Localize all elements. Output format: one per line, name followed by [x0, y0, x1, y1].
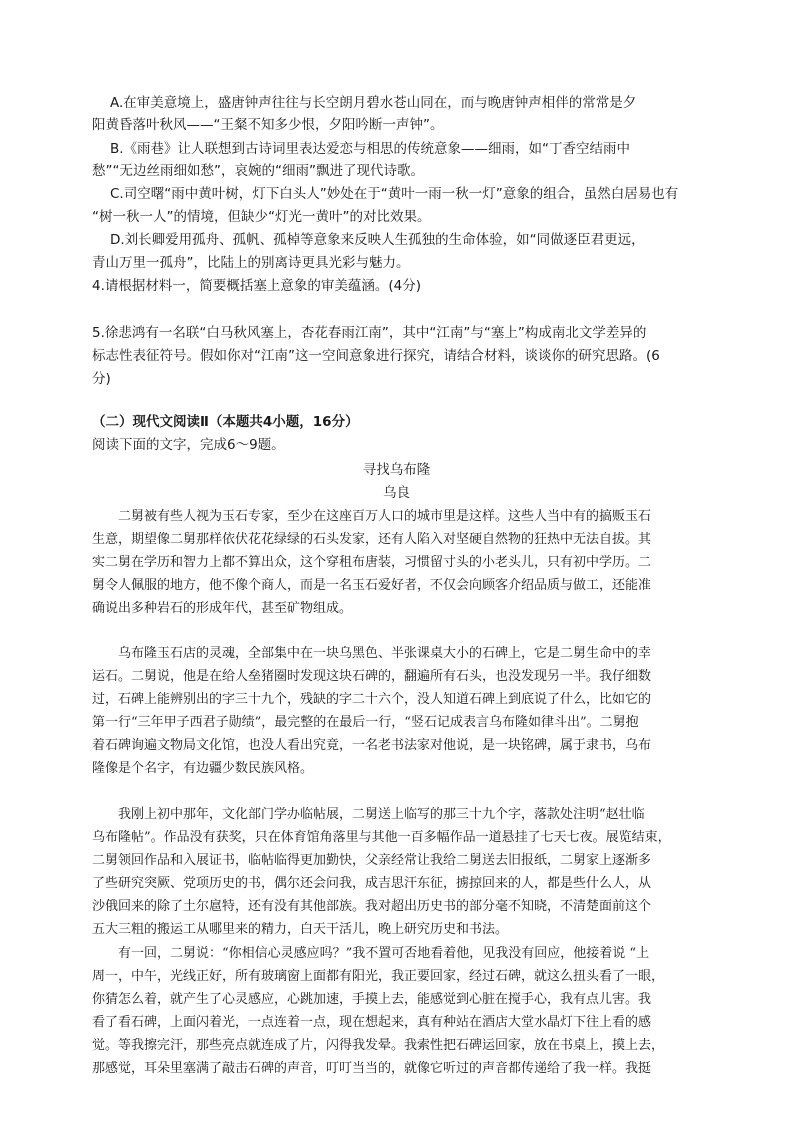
article-line: 有一回，二舅说：“你相信心灵感应吗？”我不置可否地看着他，见我没有回应，他接着说 “上 [118, 946, 650, 961]
article-line: 你猜怎么着，就产生了心灵感应，心跳加速，手摸上去，能感觉到心脏在搅手心，我有点儿害。我 [92, 992, 652, 1007]
article-line: 着石碑询遍文物局文化馆，也没人看出究竟，一名老书法家对他说，是一块铭碑，属于隶书，乌布 [92, 738, 652, 753]
option-c-line-2: “树一秋一人”的情境，但缺少“灯光一黄叶”的对比效果。 [92, 209, 431, 225]
article-line: 过，石碑上能辨别出的字三十九个，残缺的字二十六个，没人知道石碑上到底说了什么，比如它的 [92, 692, 652, 707]
option-b-line-1: B.《雨巷》让人联想到古诗词里表达爱恋与相思的传统意象——细雨，如“丁香空结雨中 [110, 141, 631, 157]
option-a-line-2: 阳黄昏落叶秋风——“王粲不知多少恨，夕阳吟断一声钟”。 [92, 117, 444, 133]
article-line: 运石。二舅说，他是在给人垒猪圈时发现这块石碑的，翻遍所有石头，也没发现另一半。我仔细数 [92, 669, 652, 684]
option-a-line-1: A.在审美意境上，盛唐钟声往往与长空朗月碧水苍山同在，而与晚唐钟声相伴的常常是夕 [110, 95, 637, 111]
article-line: 实二舅在学历和智力上都不算出众，这个穿租布唐装，习惯留寸头的小老头儿，只有初中学历。二 [92, 555, 652, 570]
article-line: 了些研究突厥、党项历史的书，偶尔还会问我，成吉思汗东征，掳掠回来的人，都是些什么人，从 [92, 876, 652, 891]
question-4: 4.请根据材料一，简要概括塞上意象的审美蕴涵。(4分) [92, 278, 422, 294]
article-line: 周一，中午，光线正好，所有玻璃窗上面都有阳光，我正要回家，经过石碑，就这么扭头看了一眼， [92, 969, 665, 984]
article-line: 我刚上初中那年，文化部门学办临帖展，二舅送上临写的那三十九个字，落款处注明“赵壮临 [118, 807, 645, 822]
option-d-line-1: D.刘长卿爱用孤舟、孤帆、孤棹等意象来反映人生孤独的生命体验，如“同做逐臣君更远， [110, 232, 645, 248]
article-line: 那感觉，耳朵里塞满了敲击石碑的声音，叮叮当当的，就像它听过的声音都传递给了我一样。我挺 [92, 1061, 652, 1076]
article-line: 乌布隆玉石店的灵魂，全部集中在一块乌黑色、半张课桌大小的石碑上，它是二舅生命中的幸 [118, 646, 652, 661]
option-b-line-2: 愁”“无边丝雨细如愁”，哀婉的“细雨”飘进了现代诗歌。 [92, 163, 424, 179]
question-5-line-3: 分) [92, 371, 111, 387]
article-line: 隆像是个名字，有边疆少数民族风格。 [92, 761, 314, 776]
option-d-line-2: 青山万里一孤舟”，比陆上的别离诗更具光彩与魅力。 [92, 255, 410, 271]
article-line: 乌布隆帖”。作品没有获奖，只在体育馆角落里与其他一百多幅作品一道悬挂了七天七夜。展览结束， [92, 830, 671, 845]
article-line: 舅令人佩服的地方，他不像个商人，而是一名玉石爱好者，不仅会向顾客介绍品质与做工，还能准 [92, 578, 652, 593]
article-line: 看了看石碑，上面闪着光，一点连着一点，现在想起来，真有种站在酒店大堂水晶灯下往上看的感 [92, 1015, 652, 1030]
article-line: 二舅领回作品和入展证书，临帖临得更加勤快，父亲经常让我给二舅送去旧报纸，二舅家上逐渐多 [92, 853, 652, 868]
article-line: 五大三粗的搬运工从哪里来的精力，白天干活儿，晚上研究历史和书法。 [92, 922, 509, 937]
article-line: 觉。等我擦完汗，那些亮点就连成了片，闪得我发晕。我索性把石碑运回家，放在书桌上，摸上去， [92, 1038, 665, 1053]
article-line: 确说出多种岩石的形成年代，甚至矿物组成。 [92, 601, 353, 616]
article-line: 二舅被有些人视为玉石专家，至少在这座百万人口的城市里是这样。这些人当中有的搞贩玉石 [118, 509, 652, 524]
option-c-line-1: C.司空曙“雨中黄叶树，灯下白头人”妙处在于“黄叶一雨一秋一灯”意象的组合，虽然白居易也有 [110, 186, 679, 202]
article-line: 第一行“三年甲子西君子勋绩”，最完整的在最后一行，“竖石记成表言乌布隆如律斗出”。二舅抱 [92, 715, 639, 730]
article-line: 生意，期望像二舅那样依伏花花绿绿的石头发家，还有人陷入对坚硬自然物的狂热中无法自拔。其 [92, 532, 652, 547]
question-5-line-2: 标志性表征符号。假如你对“江南”这一空间意象进行探究，请结合材料，谈谈你的研究思路。(6 [92, 348, 660, 364]
article-author: 乌良 [383, 485, 410, 501]
article-title: 寻找乌布隆 [362, 462, 431, 478]
section-instruction: 阅读下面的文字，完成6～9题。 [92, 437, 285, 453]
question-5-line-1: 5.徐悲鸿有一名联“白马秋风塞上，杏花春雨江南”，其中“江南”与“塞上”构成南北文学差异的 [92, 325, 647, 341]
article-line: 沙俄回来的除了土尔扈特，还有没有其他部族。我对超出历史书的部分毫不知晓，不清楚面前这个 [92, 899, 652, 914]
section-heading: （二）现代文阅读Ⅱ（本题共4小题，16分） [92, 414, 359, 430]
